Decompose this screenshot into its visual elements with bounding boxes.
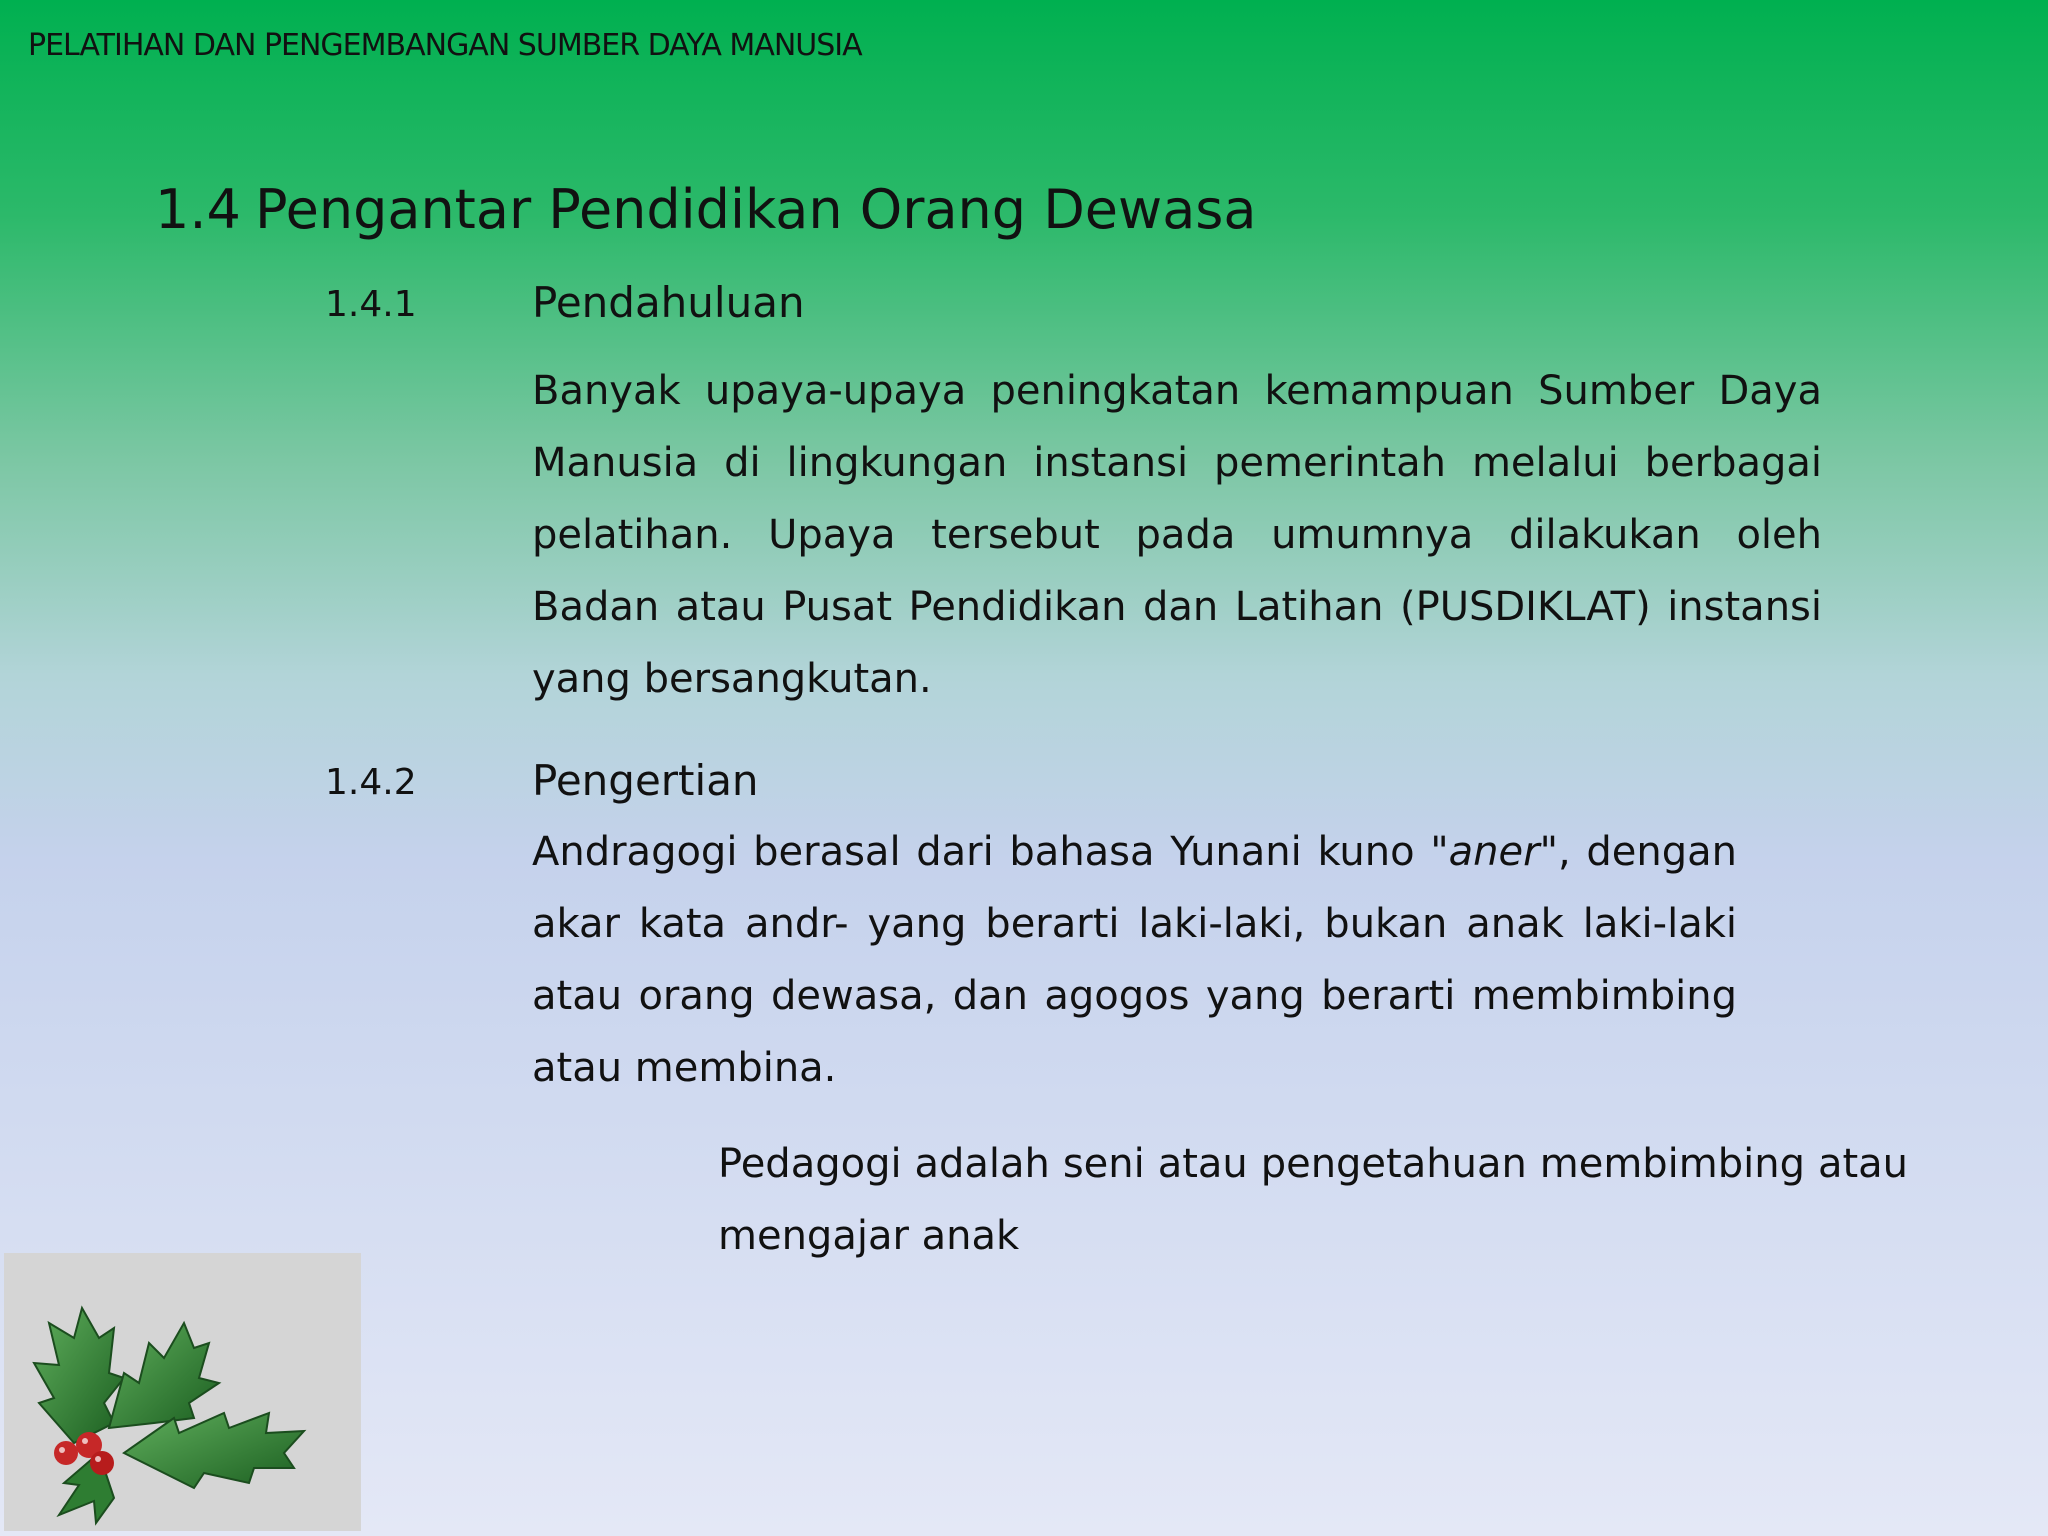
andragogi-text-start: Andragogi berasal dari bahasa Yunani kuno ": [532, 829, 1449, 875]
paragraph-andragogi: [532, 816, 1737, 1104]
title-text: Pengantar Pendidikan Orang Dewasa: [255, 178, 1257, 241]
paragraph-pedagogi: Pedagogi adalah seni atau pengetahuan membimbing atau mengajar anak: [718, 1141, 1908, 1259]
section-heading-pendahuluan: Pendahuluan: [532, 278, 805, 327]
section-number-2: 1.4.2: [325, 762, 417, 803]
holly-clipart: [4, 1253, 361, 1531]
holly-leaves-icon: [4, 1253, 361, 1531]
section-heading-pengertian: Pengertian: [532, 756, 759, 805]
slide-header: PELATIHAN DAN PENGEMBANGAN SUMBER DAYA MANUSIA: [28, 28, 862, 63]
title-number: 1.4: [155, 178, 241, 241]
slide-title: [155, 178, 1257, 241]
andragogi-text-end: ", dengan akar kata andr- yang berarti laki-laki, bukan anak laki-laki atau orang dewasa, dan agogos yang berarti membimbing atau membina.: [532, 829, 1737, 1091]
andragogi-term-aner: aner: [1448, 829, 1540, 875]
paragraph-pendahuluan: Banyak upaya-upaya peningkatan kemampuan Sumber Daya Manusia di lingkungan instansi pemerintah melalui berbagai pelatihan. Upaya tersebut pada umumnya dilakukan oleh Badan atau Pusat Pendidikan dan Latihan (PUSDIKLAT) instansi yang bersangkutan.: [532, 368, 1822, 702]
section-number-1: 1.4.1: [325, 284, 417, 325]
